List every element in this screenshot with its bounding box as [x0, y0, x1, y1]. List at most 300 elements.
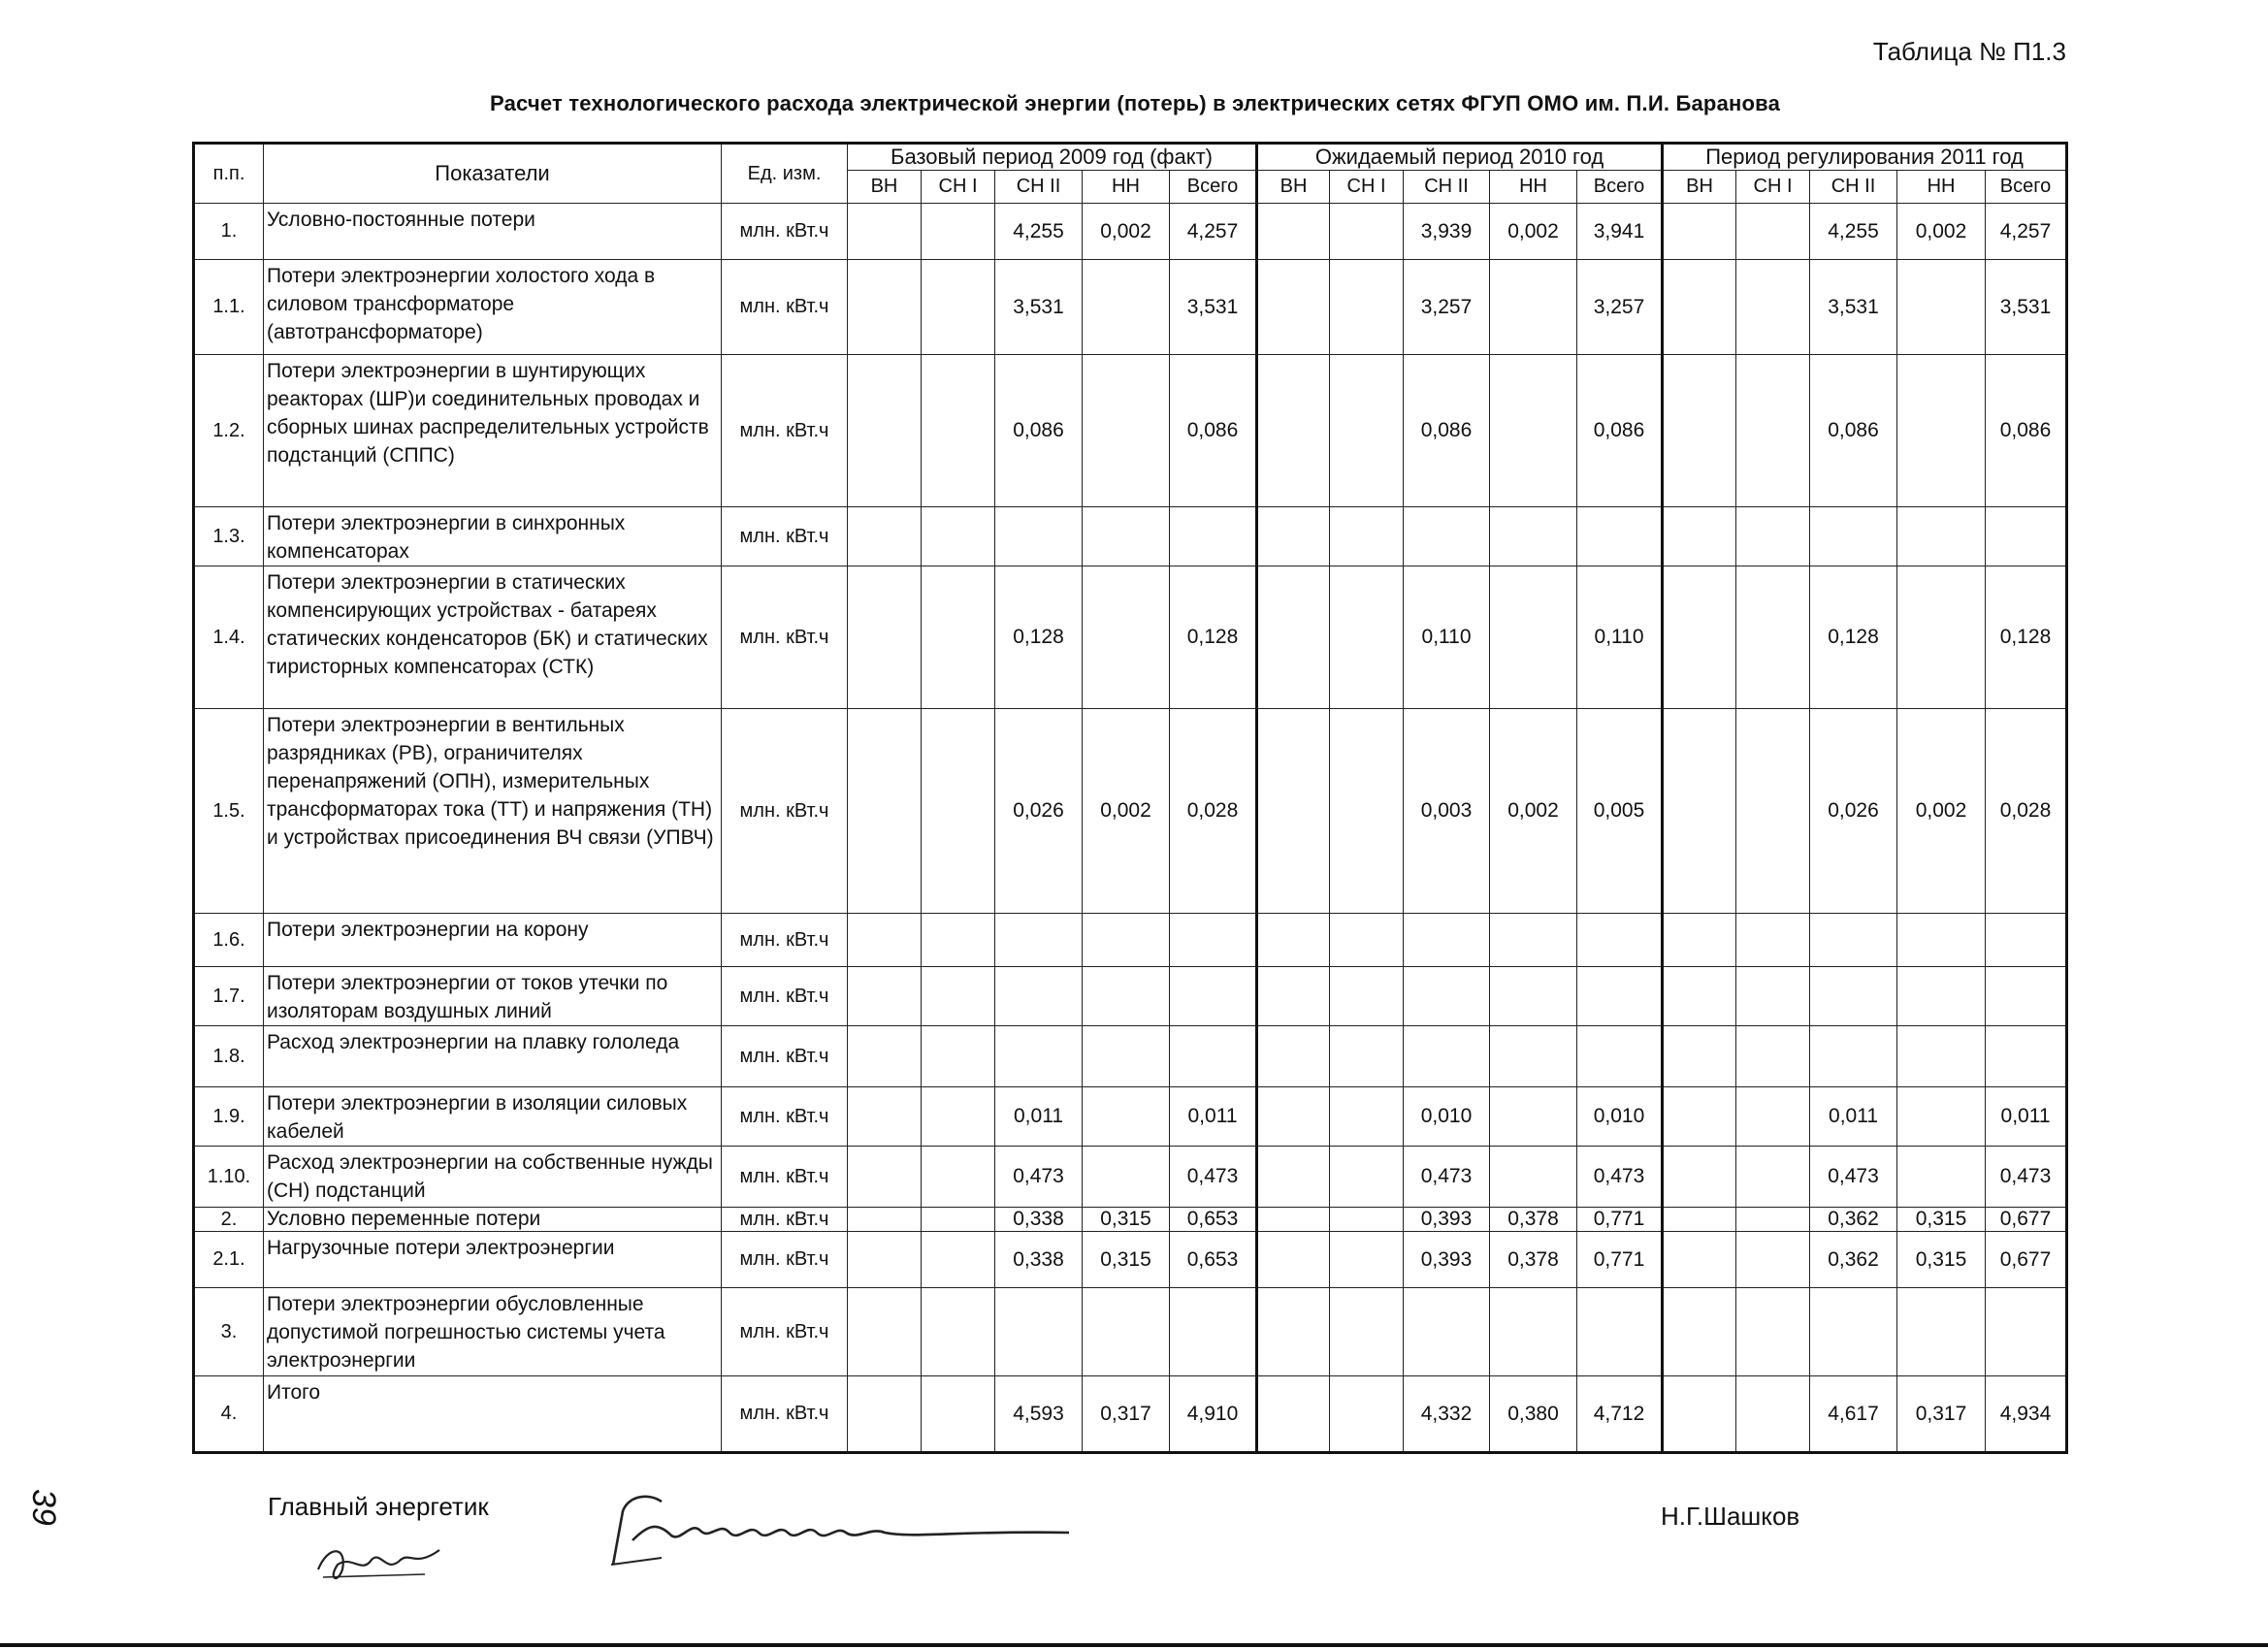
value-cell: [1490, 566, 1577, 709]
value-cell: [1257, 709, 1330, 914]
value-cell: [922, 1208, 995, 1232]
header-period-2009: Базовый период 2009 год (факт): [848, 144, 1257, 171]
table-row: [194, 507, 2067, 566]
main-signature-icon: [603, 1482, 1088, 1579]
value-cell: [1810, 914, 1897, 967]
value-cell: 0,002: [1490, 709, 1577, 914]
value-cell: [1330, 1208, 1404, 1232]
value-cell: [922, 260, 995, 355]
value-cell: [995, 967, 1083, 1026]
table-row: [194, 1087, 2067, 1147]
value-cell: 0,086: [1170, 355, 1257, 507]
value-cell: [1330, 566, 1404, 709]
value-cell: [1330, 1026, 1404, 1087]
row-number: 1.: [194, 204, 264, 260]
value-cell: 0,011: [1170, 1087, 1257, 1147]
row-number: 1.2.: [194, 355, 264, 507]
value-cell: 4,934: [1986, 1376, 2067, 1453]
header-period-2010: Ожидаемый период 2010 год: [1257, 144, 1663, 171]
value-cell: 4,712: [1577, 1376, 1663, 1453]
value-cell: [1257, 507, 1330, 566]
row-indicator-name: Потери электроэнергии обусловленные допустимой погрешностью системы учета электроэнергии: [264, 1288, 722, 1376]
row-unit: млн. кВт.ч: [722, 914, 848, 967]
value-cell: [1663, 1026, 1736, 1087]
value-cell: [922, 204, 995, 260]
value-cell: 0,473: [995, 1147, 1083, 1208]
table-row: [194, 1026, 2067, 1087]
value-cell: [848, 1087, 922, 1147]
value-cell: [1663, 1147, 1736, 1208]
value-cell: [1663, 967, 1736, 1026]
value-cell: 0,473: [1810, 1147, 1897, 1208]
page-number: 39: [25, 1489, 62, 1526]
footer-position: Главный энергетик: [268, 1492, 489, 1521]
value-cell: [922, 1232, 995, 1288]
value-cell: 0,002: [1083, 709, 1170, 914]
table-row: [194, 1147, 2067, 1208]
row-number: 1.5.: [194, 709, 264, 914]
row-number: 1.3.: [194, 507, 264, 566]
value-cell: 3,531: [995, 260, 1083, 355]
value-cell: 0,110: [1404, 566, 1490, 709]
value-cell: [1663, 709, 1736, 914]
row-unit: млн. кВт.ч: [722, 967, 848, 1026]
value-cell: [995, 1288, 1083, 1376]
value-cell: 0,473: [1170, 1147, 1257, 1208]
value-cell: 4,257: [1170, 204, 1257, 260]
value-cell: [1577, 1288, 1663, 1376]
value-cell: [1810, 1288, 1897, 1376]
value-cell: 0,026: [1810, 709, 1897, 914]
value-cell: [848, 967, 922, 1026]
value-cell: [1490, 1288, 1577, 1376]
value-cell: 0,002: [1897, 709, 1986, 914]
value-cell: 0,086: [1986, 355, 2067, 507]
value-cell: [1663, 507, 1736, 566]
row-unit: млн. кВт.ч: [722, 355, 848, 507]
value-cell: [1663, 566, 1736, 709]
value-cell: 0,315: [1083, 1232, 1170, 1288]
value-cell: [848, 1288, 922, 1376]
value-cell: [1257, 355, 1330, 507]
value-cell: 3,941: [1577, 204, 1663, 260]
value-cell: 0,011: [1986, 1087, 2067, 1147]
value-cell: 0,002: [1897, 204, 1986, 260]
value-cell: 0,086: [1404, 355, 1490, 507]
table-body: [194, 204, 2067, 1453]
value-cell: 0,128: [1170, 566, 1257, 709]
value-cell: [1330, 204, 1404, 260]
value-cell: [1083, 1147, 1170, 1208]
value-cell: [1404, 1026, 1490, 1087]
row-number: 1.9.: [194, 1087, 264, 1147]
row-unit: млн. кВт.ч: [722, 1208, 848, 1232]
table-row: [194, 709, 2067, 914]
row-number: 2.: [194, 1208, 264, 1232]
value-cell: [1810, 967, 1897, 1026]
value-cell: 0,003: [1404, 709, 1490, 914]
value-cell: [1810, 507, 1897, 566]
value-cell: [848, 204, 922, 260]
value-cell: [1986, 914, 2067, 967]
value-cell: 4,593: [995, 1376, 1083, 1453]
value-cell: 3,531: [1170, 260, 1257, 355]
row-indicator-name: Потери электроэнергии от токов утечки по изоляторам воздушных линий: [264, 967, 722, 1026]
value-cell: [995, 914, 1083, 967]
value-cell: 0,002: [1490, 204, 1577, 260]
value-cell: 0,315: [1083, 1208, 1170, 1232]
value-cell: [1404, 914, 1490, 967]
value-cell: [922, 1147, 995, 1208]
value-cell: 0,028: [1170, 709, 1257, 914]
subheader-cell: НН: [1897, 171, 1986, 204]
value-cell: [1490, 914, 1577, 967]
value-cell: 3,531: [1810, 260, 1897, 355]
value-cell: 0,771: [1577, 1208, 1663, 1232]
value-cell: [1490, 1087, 1577, 1147]
value-cell: 0,317: [1897, 1376, 1986, 1453]
value-cell: 4,255: [1810, 204, 1897, 260]
value-cell: [1257, 1208, 1330, 1232]
value-cell: [922, 914, 995, 967]
value-cell: [1490, 260, 1577, 355]
value-cell: [1663, 1087, 1736, 1147]
header-name: Показатели: [264, 144, 722, 204]
table-row: [194, 204, 2067, 260]
value-cell: [1083, 967, 1170, 1026]
value-cell: [1736, 260, 1810, 355]
value-cell: [1257, 1376, 1330, 1453]
value-cell: [1810, 1026, 1897, 1087]
value-cell: [922, 355, 995, 507]
row-indicator-name: Потери электроэнергии в шунтирующих реакторах (ШР)и соединительных проводах и сборных шинах распределительных устройств подстанций (СППС): [264, 355, 722, 507]
value-cell: [848, 507, 922, 566]
footer-signer: Н.Г.Шашков: [1661, 1502, 1800, 1531]
value-cell: [1257, 260, 1330, 355]
value-cell: [1986, 507, 2067, 566]
table-row: [194, 967, 2067, 1026]
value-cell: 3,257: [1404, 260, 1490, 355]
subheader-cell: Всего: [1986, 171, 2067, 204]
value-cell: [1736, 566, 1810, 709]
value-cell: 0,010: [1404, 1087, 1490, 1147]
value-cell: [848, 1147, 922, 1208]
row-unit: млн. кВт.ч: [722, 507, 848, 566]
value-cell: [922, 1087, 995, 1147]
value-cell: 0,005: [1577, 709, 1663, 914]
value-cell: [848, 260, 922, 355]
value-cell: [1736, 507, 1810, 566]
small-signature-icon: [308, 1531, 454, 1589]
value-cell: 0,315: [1897, 1208, 1986, 1232]
row-indicator-name: Условно переменные потери: [264, 1208, 722, 1232]
value-cell: [1986, 967, 2067, 1026]
value-cell: [1404, 507, 1490, 566]
value-cell: 0,362: [1810, 1208, 1897, 1232]
row-indicator-name: Условно-постоянные потери: [264, 204, 722, 260]
value-cell: [922, 709, 995, 914]
value-cell: 0,002: [1083, 204, 1170, 260]
value-cell: [1897, 260, 1986, 355]
value-cell: [1577, 507, 1663, 566]
table-row: [194, 1376, 2067, 1453]
value-cell: [848, 1026, 922, 1087]
value-cell: 0,086: [1577, 355, 1663, 507]
value-cell: 3,531: [1986, 260, 2067, 355]
value-cell: [1490, 1147, 1577, 1208]
value-cell: [1170, 1026, 1257, 1087]
value-cell: [1663, 355, 1736, 507]
value-cell: [848, 1232, 922, 1288]
value-cell: 0,473: [1577, 1147, 1663, 1208]
value-cell: [1490, 967, 1577, 1026]
header-period-2011: Период регулирования 2011 год: [1663, 144, 2067, 171]
subheader-cell: ВН: [1663, 171, 1736, 204]
row-indicator-name: Потери электроэнергии в изоляции силовых кабелей: [264, 1087, 722, 1147]
header-num: п.п.: [194, 144, 264, 204]
value-cell: [1330, 1376, 1404, 1453]
value-cell: 0,086: [1810, 355, 1897, 507]
value-cell: 0,086: [995, 355, 1083, 507]
value-cell: 0,026: [995, 709, 1083, 914]
value-cell: [922, 1026, 995, 1087]
value-cell: 0,128: [1986, 566, 2067, 709]
value-cell: [922, 967, 995, 1026]
value-cell: [1736, 204, 1810, 260]
value-cell: 0,380: [1490, 1376, 1577, 1453]
value-cell: [1897, 566, 1986, 709]
value-cell: [1257, 204, 1330, 260]
value-cell: [1663, 260, 1736, 355]
value-cell: 0,128: [995, 566, 1083, 709]
value-cell: [922, 1288, 995, 1376]
value-cell: [1736, 709, 1810, 914]
value-cell: 0,653: [1170, 1232, 1257, 1288]
value-cell: [1986, 1288, 2067, 1376]
row-number: 1.6.: [194, 914, 264, 967]
row-number: 1.7.: [194, 967, 264, 1026]
value-cell: 0,338: [995, 1208, 1083, 1232]
value-cell: 0,011: [1810, 1087, 1897, 1147]
value-cell: 4,257: [1986, 204, 2067, 260]
subheader-cell: СН II: [1810, 171, 1897, 204]
value-cell: [1330, 1232, 1404, 1288]
table-row: [194, 914, 2067, 967]
row-indicator-name: Нагрузочные потери электроэнергии: [264, 1232, 722, 1288]
value-cell: [1330, 709, 1404, 914]
value-cell: 0,010: [1577, 1087, 1663, 1147]
value-cell: [1257, 914, 1330, 967]
value-cell: [1663, 1288, 1736, 1376]
subheader-cell: СН I: [922, 171, 995, 204]
value-cell: 4,255: [995, 204, 1083, 260]
value-cell: 0,338: [995, 1232, 1083, 1288]
value-cell: [1490, 1026, 1577, 1087]
table-row: [194, 355, 2067, 507]
subheader-cell: СН I: [1736, 171, 1810, 204]
value-cell: [1170, 507, 1257, 566]
value-cell: [1736, 914, 1810, 967]
value-cell: [1330, 914, 1404, 967]
value-cell: [1897, 914, 1986, 967]
value-cell: [1490, 507, 1577, 566]
value-cell: 3,257: [1577, 260, 1663, 355]
value-cell: [1897, 1087, 1986, 1147]
subheader-cell: ВН: [848, 171, 922, 204]
value-cell: [1083, 1026, 1170, 1087]
value-cell: [1083, 260, 1170, 355]
row-number: 3.: [194, 1288, 264, 1376]
value-cell: 0,653: [1170, 1208, 1257, 1232]
value-cell: [1257, 1026, 1330, 1087]
value-cell: [1897, 1026, 1986, 1087]
losses-table-container: [192, 142, 2064, 1454]
value-cell: [1330, 1147, 1404, 1208]
value-cell: [848, 355, 922, 507]
value-cell: [1577, 914, 1663, 967]
value-cell: [1897, 1288, 1986, 1376]
table-number: Таблица № П1.3: [1872, 37, 2066, 66]
row-unit: млн. кВт.ч: [722, 1087, 848, 1147]
value-cell: 0,677: [1986, 1208, 2067, 1232]
value-cell: [995, 507, 1083, 566]
value-cell: [1736, 1288, 1810, 1376]
row-number: 1.1.: [194, 260, 264, 355]
value-cell: 0,378: [1490, 1208, 1577, 1232]
subheader-cell: Всего: [1577, 171, 1663, 204]
value-cell: [1736, 1208, 1810, 1232]
row-unit: млн. кВт.ч: [722, 1147, 848, 1208]
value-cell: [1257, 1147, 1330, 1208]
row-indicator-name: Потери электроэнергии в вентильных разрядниках (РВ), ограничителях перенапряжений (ОПН), измерительных трансформаторах тока (ТТ) и напряжения (ТН) и устройствах присоединения ВЧ связи (УПВЧ): [264, 709, 722, 914]
value-cell: [848, 566, 922, 709]
value-cell: [1083, 507, 1170, 566]
value-cell: [848, 1376, 922, 1453]
value-cell: 0,317: [1083, 1376, 1170, 1453]
subheader-cell: ВН: [1257, 171, 1330, 204]
losses-table: [192, 142, 2068, 1454]
table-row: [194, 1232, 2067, 1288]
value-cell: 4,617: [1810, 1376, 1897, 1453]
value-cell: [1577, 967, 1663, 1026]
value-cell: [922, 507, 995, 566]
row-number: 1.10.: [194, 1147, 264, 1208]
value-cell: [1897, 967, 1986, 1026]
value-cell: [1170, 1288, 1257, 1376]
value-cell: 0,110: [1577, 566, 1663, 709]
value-cell: [1170, 967, 1257, 1026]
row-indicator-name: Расход электроэнергии на собственные нужды (СН) подстанций: [264, 1147, 722, 1208]
value-cell: [1736, 355, 1810, 507]
value-cell: [1404, 1288, 1490, 1376]
value-cell: [1083, 914, 1170, 967]
value-cell: [1736, 1026, 1810, 1087]
row-indicator-name: Итого: [264, 1376, 722, 1453]
value-cell: [1736, 967, 1810, 1026]
value-cell: 0,378: [1490, 1232, 1577, 1288]
row-indicator-name: Потери электроэнергии холостого хода в силовом трансформаторе (автотрансформаторе): [264, 260, 722, 355]
row-unit: млн. кВт.ч: [722, 1026, 848, 1087]
value-cell: [1330, 507, 1404, 566]
value-cell: [1257, 967, 1330, 1026]
row-indicator-name: Потери электроэнергии в статических компенсирующих устройствах - батареях статических конденсаторов (БК) и статических тиристорных компенсаторах (СТК): [264, 566, 722, 709]
value-cell: 0,028: [1986, 709, 2067, 914]
row-number: 1.4.: [194, 566, 264, 709]
subheader-cell: НН: [1490, 171, 1577, 204]
value-cell: [1897, 355, 1986, 507]
subheader-cell: СН II: [1404, 171, 1490, 204]
value-cell: [1083, 566, 1170, 709]
value-cell: 0,315: [1897, 1232, 1986, 1288]
value-cell: [1897, 507, 1986, 566]
value-cell: [1257, 1087, 1330, 1147]
table-row: [194, 566, 2067, 709]
row-unit: млн. кВт.ч: [722, 1288, 848, 1376]
document-title: Расчет технологического расхода электрической энергии (потерь) в электрических сетях ФГУП ОМО им. П.И. Баранова: [489, 91, 1781, 115]
value-cell: [922, 1376, 995, 1453]
value-cell: 3,939: [1404, 204, 1490, 260]
subheader-cell: Всего: [1170, 171, 1257, 204]
table-row: [194, 260, 2067, 355]
page-bottom-border: [0, 1643, 2268, 1647]
value-cell: 4,910: [1170, 1376, 1257, 1453]
subheader-cell: НН: [1083, 171, 1170, 204]
value-cell: [1577, 1026, 1663, 1087]
value-cell: [1663, 1376, 1736, 1453]
value-cell: 0,393: [1404, 1232, 1490, 1288]
value-cell: [1257, 1232, 1330, 1288]
header-unit: Ед. изм.: [722, 144, 848, 204]
value-cell: [922, 566, 995, 709]
row-unit: млн. кВт.ч: [722, 1232, 848, 1288]
row-number: 4.: [194, 1376, 264, 1453]
value-cell: [995, 1026, 1083, 1087]
row-indicator-name: Потери электроэнергии в синхронных компенсаторах: [264, 507, 722, 566]
value-cell: [1736, 1087, 1810, 1147]
value-cell: 0,473: [1986, 1147, 2067, 1208]
value-cell: 0,011: [995, 1087, 1083, 1147]
value-cell: [1663, 1232, 1736, 1288]
value-cell: [1736, 1232, 1810, 1288]
row-number: 2.1.: [194, 1232, 264, 1288]
value-cell: 0,128: [1810, 566, 1897, 709]
value-cell: [1257, 566, 1330, 709]
value-cell: 0,473: [1404, 1147, 1490, 1208]
value-cell: 0,362: [1810, 1232, 1897, 1288]
row-indicator-name: Потери электроэнергии на корону: [264, 914, 722, 967]
value-cell: 0,393: [1404, 1208, 1490, 1232]
value-cell: [1736, 1376, 1810, 1453]
subheader-cell: СН II: [995, 171, 1083, 204]
value-cell: 0,771: [1577, 1232, 1663, 1288]
row-indicator-name: Расход электроэнергии на плавку гололеда: [264, 1026, 722, 1087]
value-cell: [1170, 914, 1257, 967]
row-number: 1.8.: [194, 1026, 264, 1087]
value-cell: [1736, 1147, 1810, 1208]
value-cell: [1986, 1026, 2067, 1087]
row-unit: млн. кВт.ч: [722, 566, 848, 709]
value-cell: [1330, 260, 1404, 355]
table-row: [194, 1288, 2067, 1376]
value-cell: [1663, 914, 1736, 967]
value-cell: [1330, 1288, 1404, 1376]
value-cell: [1404, 967, 1490, 1026]
value-cell: [848, 709, 922, 914]
value-cell: [848, 1208, 922, 1232]
value-cell: [1257, 1288, 1330, 1376]
row-unit: млн. кВт.ч: [722, 260, 848, 355]
subheader-cell: СН I: [1330, 171, 1404, 204]
